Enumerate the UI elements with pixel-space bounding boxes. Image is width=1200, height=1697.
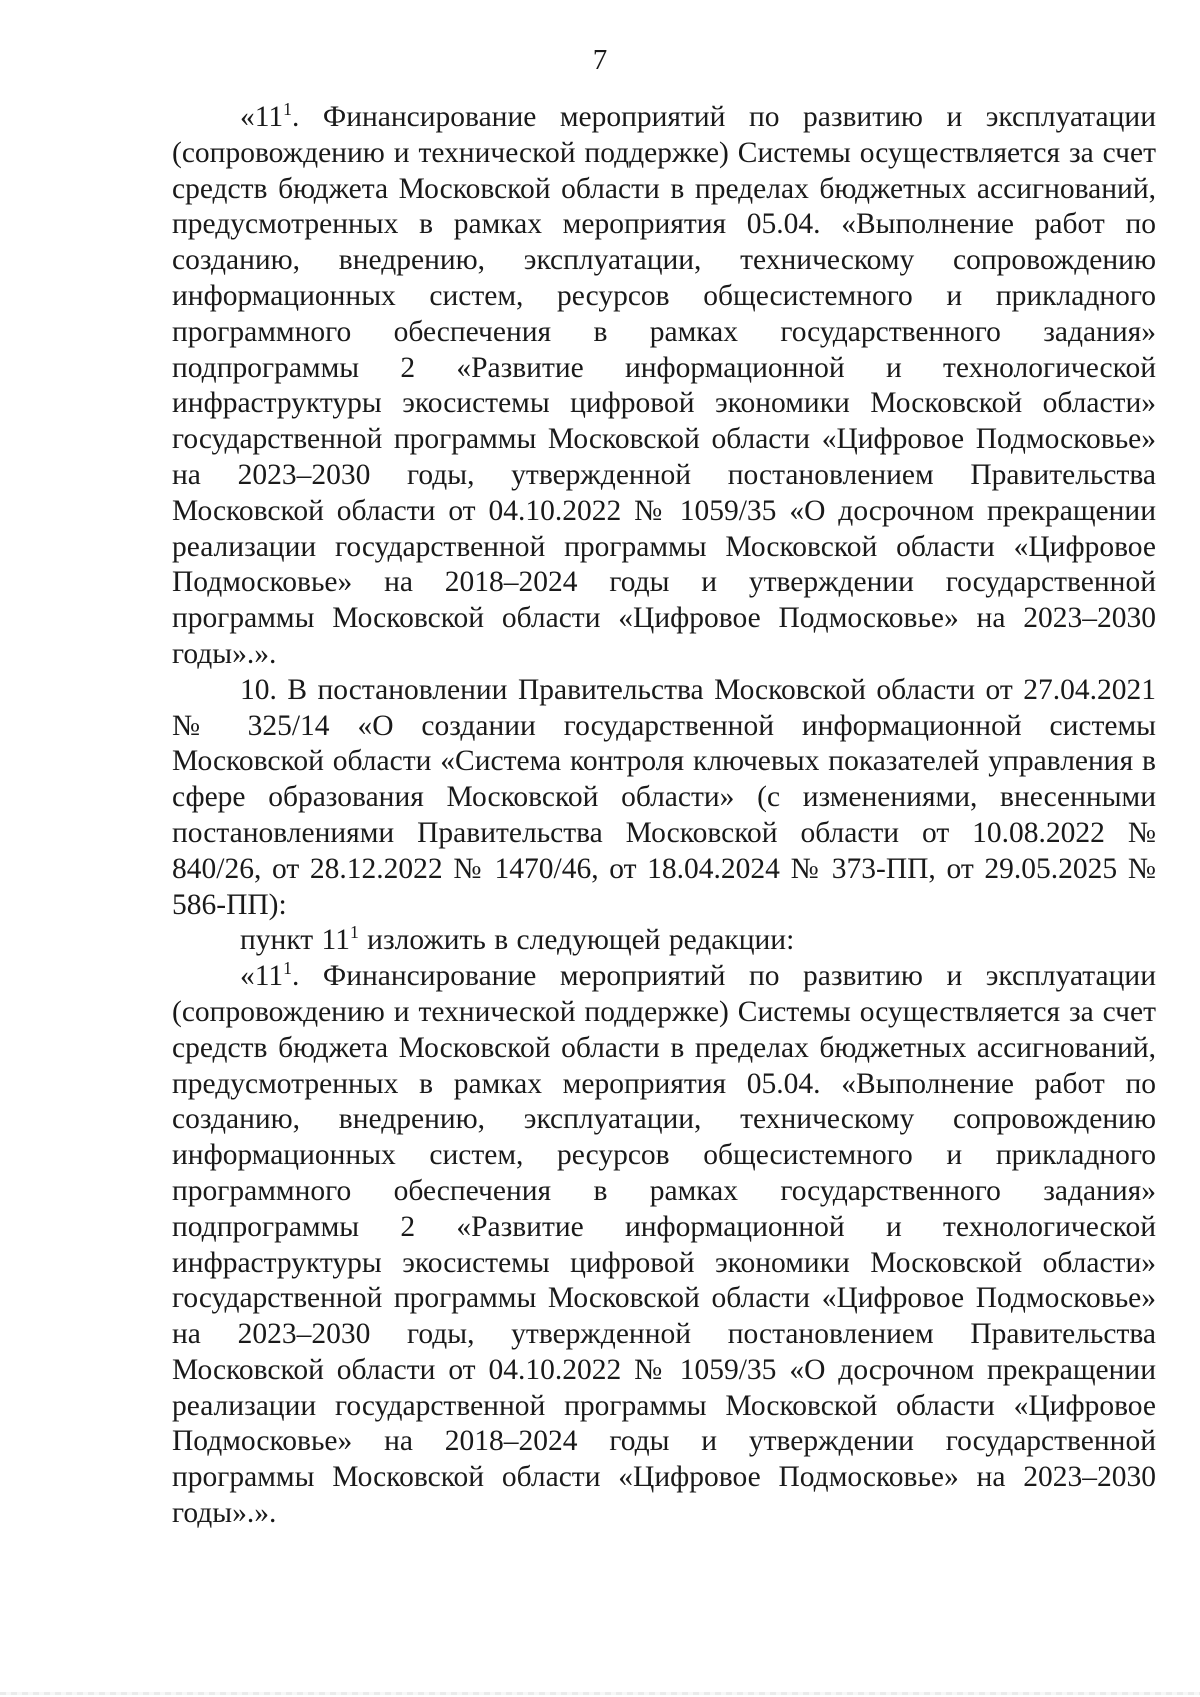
clause-superscript: 1 — [283, 99, 292, 120]
clause-superscript: 1 — [283, 958, 292, 979]
clause-number: «11 — [240, 960, 284, 993]
clause-number: «11 — [240, 101, 284, 133]
instruction-text-before: пункт 11 — [240, 924, 350, 957]
page-number: 7 — [592, 44, 608, 76]
paragraph-clause-11-1-first — [172, 100, 1156, 673]
paragraph-item-10: 10. В постановлении Правительства Московской области от 27.04.2021 № 325/14 «О создании государственной информационной системы Московской области «Система контроля ключевых показателей управления в сфере образования Московской области» (с изменениями, внесенными постановлениями Правительства Московской области от 10.08.2022 № 840/26, от 28.12.2022 № 1470/46, от 18.04.2024 № 373-ПП, от 29.05.2025 № 586-ПП): — [172, 673, 1156, 921]
paragraph-amend-instruction — [172, 923, 1156, 959]
clause-text: . Финансирование мероприятий по развитию и эксплуатации (сопровождению и технической поддержке) Системы осуществляется за счет средств бюджета Московской области в пределах бюджетных ассигнований, предусмотренных в рамках мероприятия 05.04. «Выполнение работ по созданию, внедрению, эксплуатации, техническому сопровождению информационных систем, ресурсов общесистемного и прикладного программного обеспечения в рамках государственного задания» подпрограммы 2 «Развитие информационной и технологической инфраструктуры экосистемы цифровой экономики Московской области» государственной программы Московской области «Цифровое Подмосковье» на 2023–2030 годы, утвержденной постановлением Правительства Московской области от 04.10.2022 № 1059/35 «О досрочном прекращении реализации государственной программы Московской области «Цифровое Подмосковье» на 2018–2024 годы и утверждении государственной программы Московской области «Цифровое Подмосковье» на 2023–2030 годы».». — [172, 101, 1156, 670]
clause-text: . Финансирование мероприятий по развитию и эксплуатации (сопровождению и технической поддержке) Системы осуществляется за счет средств бюджета Московской области в пределах бюджетных ассигнований, предусмотренных в рамках мероприятия 05.04. «Выполнение работ по созданию, внедрению, эксплуатации, техническому сопровождению информационных систем, ресурсов общесистемного и прикладного программного обеспечения в рамках государственного задания» подпрограммы 2 «Развитие информационной и технологической инфраструктуры экосистемы цифровой экономики Московской области» государственной программы Московской области «Цифровое Подмосковье» на 2023–2030 годы, утвержденной постановлением Правительства Московской области от 04.10.2022 № 1059/35 «О досрочном прекращении реализации государственной программы Московской области «Цифровое Подмосковье» на 2018–2024 годы и утверждении государственной программы Московской области «Цифровое Подмосковье» на 2023–2030 годы».». — [172, 960, 1156, 1530]
instruction-superscript: 1 — [349, 922, 359, 943]
scan-edge-artifact — [0, 1692, 1200, 1695]
document-body — [172, 100, 1156, 1532]
paragraph-clause-11-1-second — [172, 959, 1156, 1532]
instruction-text-after: изложить в следующей редакции: — [358, 924, 795, 957]
